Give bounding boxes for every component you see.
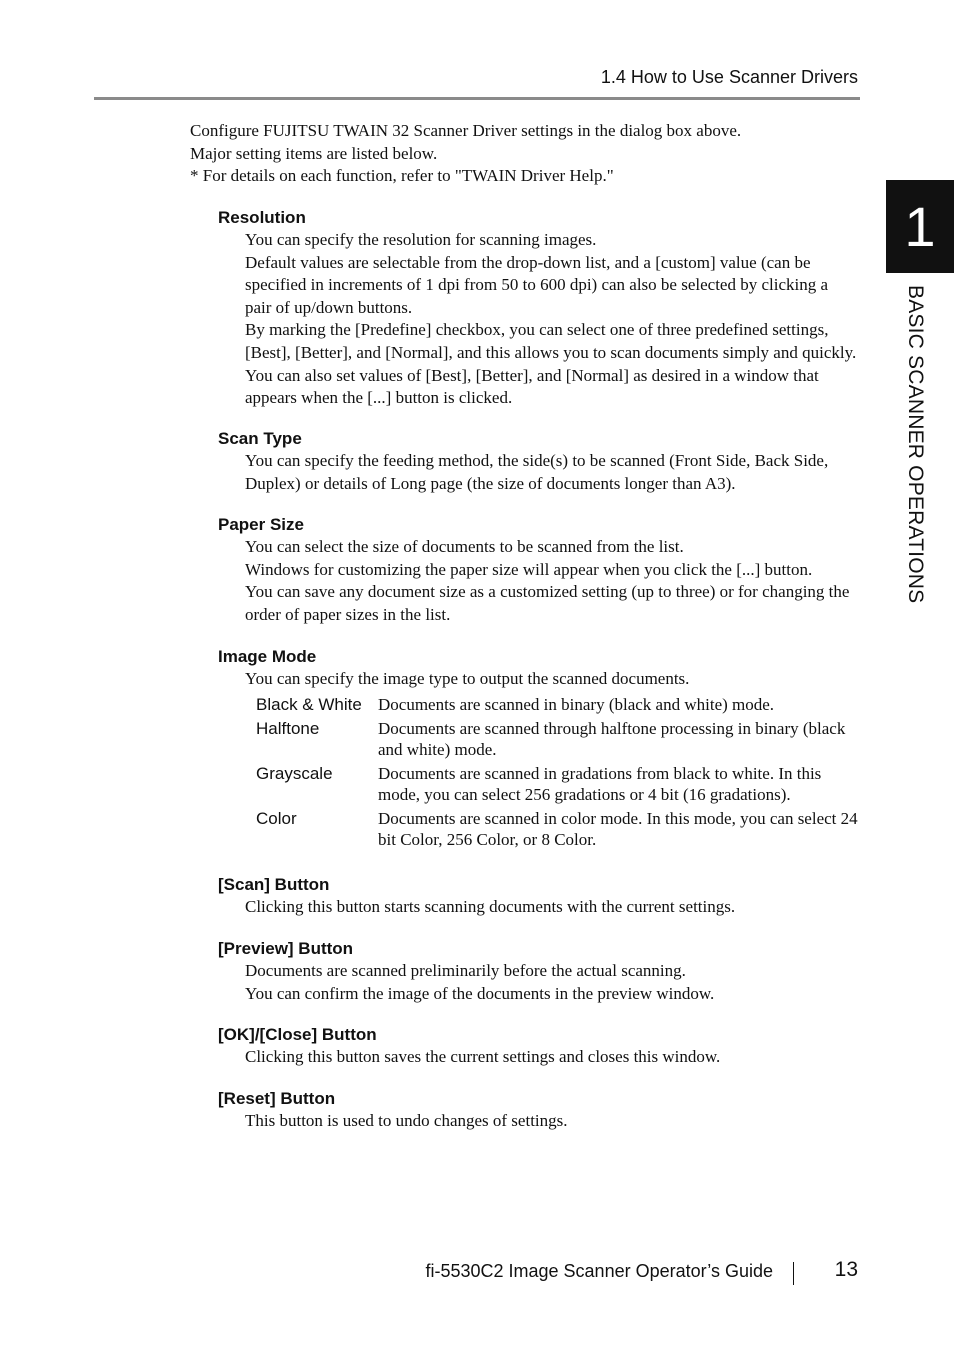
section-body xyxy=(245,1110,858,1133)
section-ok-close-button xyxy=(218,1024,858,1069)
image-mode-name: Halftone xyxy=(256,719,320,738)
image-mode-table xyxy=(256,694,861,850)
image-mode-desc: Documents are scanned through halftone processing in binary (black and white) mode. xyxy=(378,719,846,759)
image-mode-row xyxy=(256,718,861,760)
section-title: Scan Type xyxy=(218,429,302,448)
image-mode-desc: Documents are scanned in gradations from black to white. In this mode, you can select 256 gradations or 4 bit (16 gradations). xyxy=(378,764,822,804)
intro-line: Configure FUJITSU TWAIN 32 Scanner Driver settings in the dialog box above. xyxy=(190,121,742,140)
paragraph: Windows for customizing the paper size will appear when you click the [...] button. xyxy=(245,559,813,579)
section-scan-type xyxy=(218,428,858,495)
chapter-title: BASIC SCANNER OPERATIONS xyxy=(904,285,927,604)
section-title: [OK]/[Close] Button xyxy=(218,1025,377,1044)
image-mode-name: Black & White xyxy=(256,695,362,714)
section-body xyxy=(245,896,858,919)
intro-text xyxy=(190,120,830,188)
paragraph: You can save any document size as a customized setting (up to three) or for changing the order of paper sizes in the list. xyxy=(245,582,850,624)
section-reset-button xyxy=(218,1088,858,1133)
image-mode-row xyxy=(256,694,861,715)
section-title: [Reset] Button xyxy=(218,1089,336,1108)
image-mode-row xyxy=(256,763,861,805)
section-body xyxy=(245,229,858,410)
paragraph: By marking the [Predefine] checkbox, you can select one of three predefined settings, [Best], [Better], and [Normal], and this allows you to scan documents simply and quickly. You can also set values of [Best], [Better], and [Normal] as desired in a window that appears when the [...] button is clicked. xyxy=(245,320,857,408)
section-body xyxy=(245,668,858,691)
section-scan-button xyxy=(218,874,858,919)
paragraph: This button is used to undo changes of settings. xyxy=(245,1111,568,1130)
section-body xyxy=(245,450,858,495)
paragraph: You can specify the feeding method, the side(s) to be scanned (Front Side, Back Side, Duplex) or details of Long page (the size of documents longer than A3). xyxy=(245,451,829,493)
section-paper-size xyxy=(218,514,858,626)
image-mode-row xyxy=(256,808,861,850)
section-body xyxy=(245,1046,858,1069)
paragraph: You can specify the resolution for scanning images. xyxy=(245,230,597,249)
section-title: Image Mode xyxy=(218,647,317,666)
paragraph: You can confirm the image of the documents in the preview window. xyxy=(245,983,715,1003)
section-title: [Preview] Button xyxy=(218,939,354,958)
section-title: Resolution xyxy=(218,208,306,227)
page-number: 13 xyxy=(834,1258,858,1281)
image-mode-name: Color xyxy=(256,809,297,828)
section-title: [Scan] Button xyxy=(218,875,330,894)
footer-guide-title: fi-5530C2 Image Scanner Operator’s Guide xyxy=(425,1261,773,1281)
paragraph: You can select the size of documents to be scanned from the list. xyxy=(245,537,684,556)
section-title: Paper Size xyxy=(218,515,304,534)
intro-line: Major setting items are listed below. xyxy=(190,143,438,163)
image-mode-desc: Documents are scanned in binary (black and white) mode. xyxy=(378,695,775,714)
section-body xyxy=(245,960,858,1005)
image-mode-name: Grayscale xyxy=(256,764,333,783)
section-resolution xyxy=(218,207,858,410)
section-preview-button xyxy=(218,938,858,1005)
footer-divider xyxy=(793,1262,794,1285)
paragraph: You can specify the image type to output the scanned documents. xyxy=(245,669,690,688)
paragraph: Default values are selectable from the drop-down list, and a [custom] value (can be specified in increments of 1 dpi from 50 to 600 dpi) can also be selected by clicking a pair of up/down buttons. xyxy=(245,252,829,317)
paragraph: Clicking this button starts scanning documents with the current settings. xyxy=(245,897,736,916)
paragraph: Documents are scanned preliminarily before the actual scanning. xyxy=(245,961,686,980)
running-header: 1.4 How to Use Scanner Drivers xyxy=(600,67,858,87)
chapter-number-tab: 1 xyxy=(886,180,954,273)
image-mode-desc: Documents are scanned in color mode. In this mode, you can select 24 bit Color, 256 Color, or 8 Color. xyxy=(378,809,858,849)
paragraph: Clicking this button saves the current settings and closes this window. xyxy=(245,1047,721,1066)
section-body xyxy=(245,536,858,626)
intro-line: * For details on each function, refer to "TWAIN Driver Help." xyxy=(190,166,614,186)
header-rule xyxy=(94,97,860,100)
section-image-mode xyxy=(218,646,858,691)
